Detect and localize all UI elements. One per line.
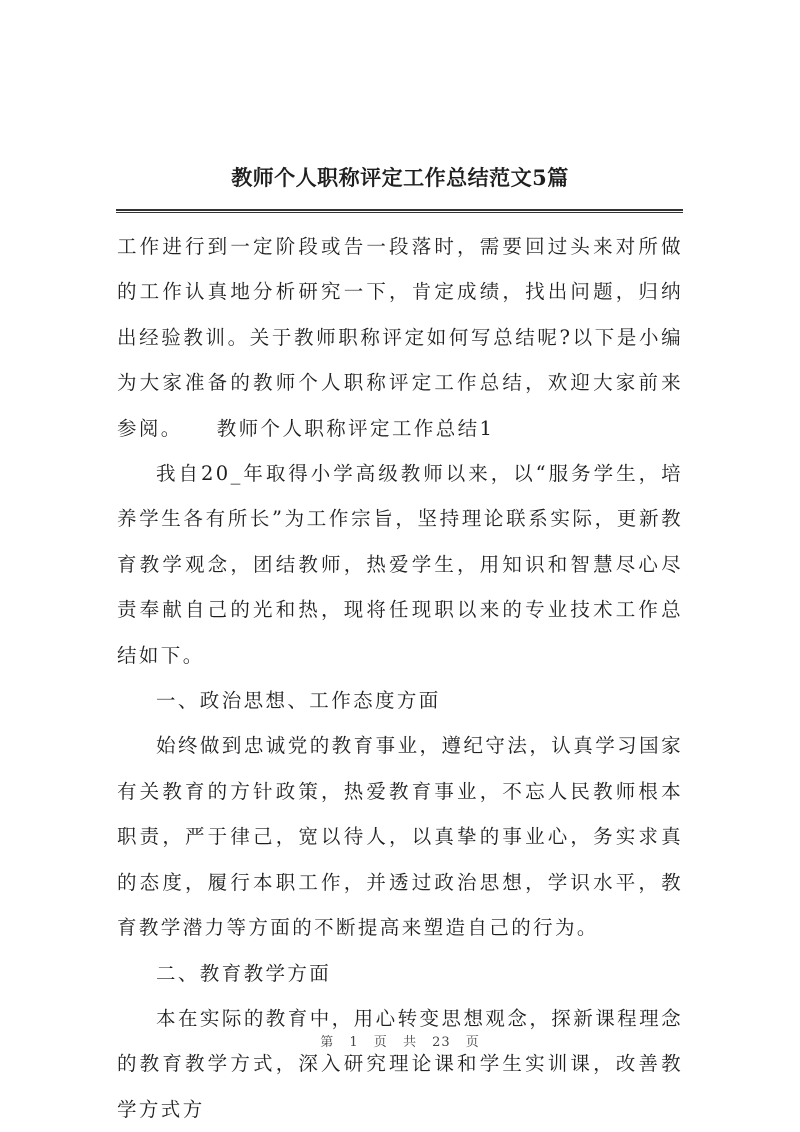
page-number: 1 xyxy=(349,1035,359,1050)
page-title: 教师个人职称评定工作总结范文5篇 xyxy=(231,165,569,190)
total-label: 共 xyxy=(402,1035,417,1050)
page-footer xyxy=(0,1031,800,1050)
body-paragraph: 本在实际的教育中，用心转变思想观念，探新课程理念的教育教学方式，深入研究理论课和学生实训课，改善教学方式方 xyxy=(117,1006,683,1121)
page-label: 第 xyxy=(320,1035,335,1050)
total-pages: 23 xyxy=(432,1035,451,1050)
document-body xyxy=(117,224,683,1132)
title-divider xyxy=(116,209,683,213)
body-paragraph: 我自20_年取得小学高级教师以来，以“服务学生，培养学生各有所长”为工作宗旨，坚持理论联系实际，更新教育教学观念，团结教师，热爱学生，用知识和智慧尽心尽责奉献自己的光和热，现将任现职以来的专业技术工作总结如下。 xyxy=(117,462,683,667)
intro-paragraph: 工作进行到一定阶段或告一段落时，需要回过头来对所做的工作认真地分析研究一下，肯定成绩，找出问题，归纳出经验教训。关于教师职称评定如何写总结呢?以下是小编为大家准备的教师个人职称评定工作总结，欢迎大家前来参阅。 教师个人职称评定工作总结1 xyxy=(117,235,683,440)
section-heading-politics: 一、政治思想、工作态度方面 xyxy=(156,689,441,713)
total-unit: 页 xyxy=(465,1035,480,1050)
page-unit: 页 xyxy=(373,1035,388,1050)
section-heading-teaching: 二、教育教学方面 xyxy=(156,961,332,985)
body-paragraph: 始终做到忠诚党的教育事业，遵纪守法，认真学习国家有关教育的方针政策，热爱教育事业，不忘人民教师根本职责，严于律己，宽以待人，以真挚的事业心，务实求真的态度，履行本职工作，并透过政治思想，学识水平，教育教学潜力等方面的不断提高来塑造自己的行为。 xyxy=(117,734,683,940)
